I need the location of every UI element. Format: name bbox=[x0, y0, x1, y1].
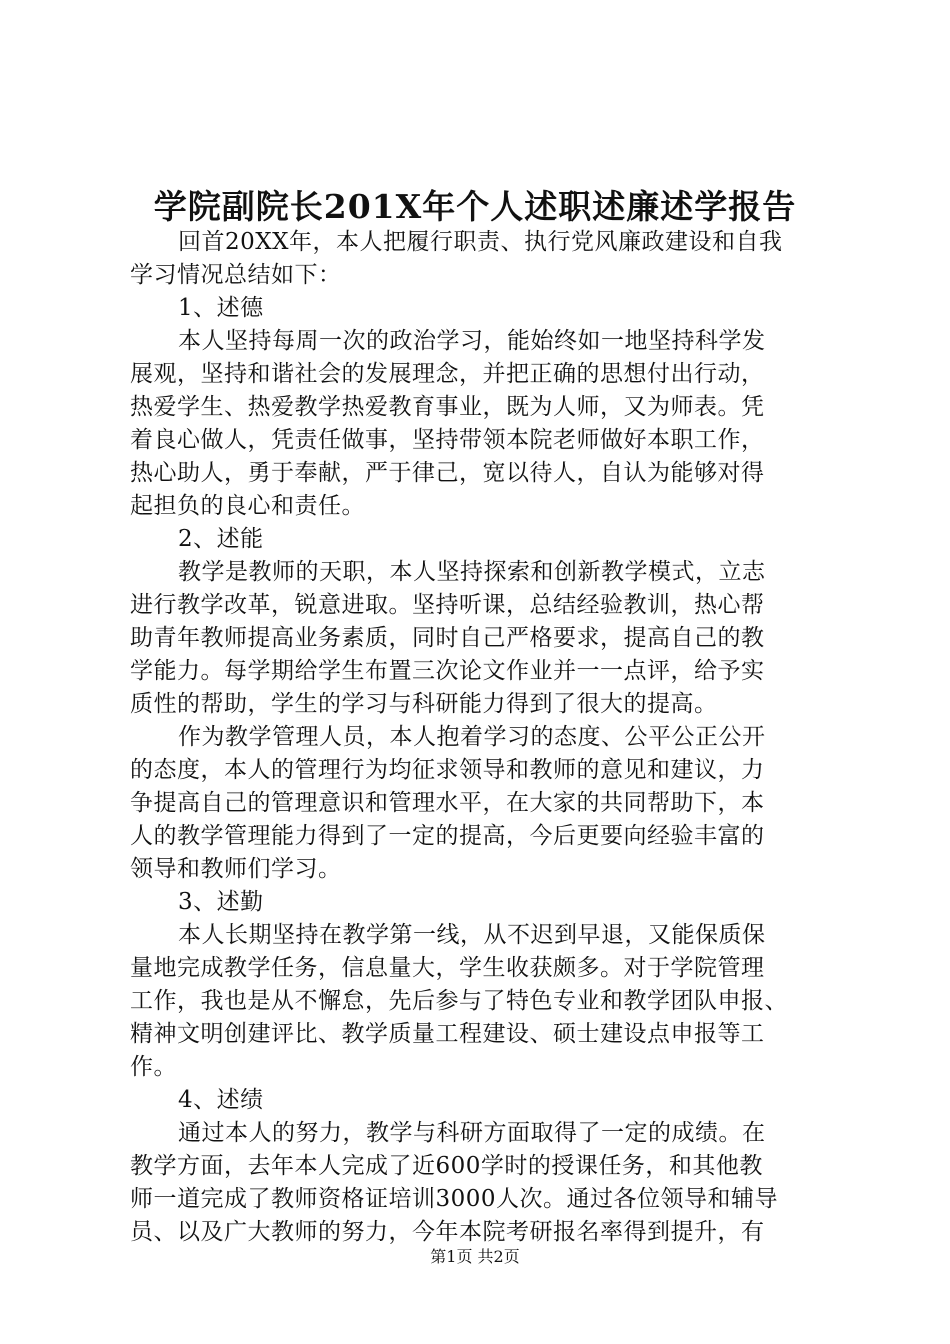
body-line: 2、述能 bbox=[178, 526, 264, 552]
body-line: 师一道完成了教师资格证培训3000人次。通过各位领导和辅导 bbox=[130, 1186, 779, 1212]
body-line: 领导和教师们学习。 bbox=[130, 856, 342, 882]
document-body bbox=[130, 226, 830, 1249]
body-line: 教学是教师的天职，本人坚持探索和创新教学模式，立志 bbox=[178, 559, 766, 585]
body-line: 起担负的良心和责任。 bbox=[130, 493, 365, 519]
body-line: 量地完成教学任务，信息量大，学生收获颇多。对于学院管理 bbox=[130, 955, 765, 981]
body-line: 1、述德 bbox=[178, 295, 264, 321]
body-line: 回首20XX年，本人把履行职责、执行党风廉政建设和自我 bbox=[178, 229, 783, 255]
body-line: 3、述勤 bbox=[178, 889, 264, 915]
body-line: 争提高自己的管理意识和管理水平，在大家的共同帮助下，本 bbox=[130, 790, 765, 816]
body-line: 作为教学管理人员，本人抱着学习的态度、公平公正公开 bbox=[178, 724, 766, 750]
body-line: 热心助人，勇于奉献，严于律己，宽以待人，自认为能够对得 bbox=[130, 460, 765, 486]
body-line: 学能力。每学期给学生布置三次论文作业并一一点评，给予实 bbox=[130, 658, 765, 684]
body-line: 本人坚持每周一次的政治学习，能始终如一地坚持科学发 bbox=[178, 328, 766, 354]
body-line: 着良心做人，凭责任做事，坚持带领本院老师做好本职工作， bbox=[130, 427, 765, 453]
body-line: 精神文明创建评比、教学质量工程建设、硕士建设点申报等工 bbox=[130, 1021, 765, 1047]
page-title: 学院副院长201X年个人述职述廉述学报告 bbox=[153, 187, 797, 226]
body-line: 4、述绩 bbox=[178, 1087, 264, 1113]
page-footer: 第1页 共2页 bbox=[430, 1247, 520, 1266]
body-line: 人的教学管理能力得到了一定的提高，今后更要向经验丰富的 bbox=[130, 823, 765, 849]
body-line: 助青年教师提高业务素质，同时自己严格要求，提高自己的教 bbox=[130, 625, 765, 651]
body-line: 通过本人的努力，教学与科研方面取得了一定的成绩。在 bbox=[178, 1120, 766, 1146]
body-line: 工作，我也是从不懈怠，先后参与了特色专业和教学团队申报、 bbox=[130, 988, 788, 1014]
body-line: 学习情况总结如下： bbox=[130, 262, 342, 288]
body-line: 员、以及广大教师的努力，今年本院考研报名率得到提升，有 bbox=[130, 1219, 765, 1245]
body-line: 的态度，本人的管理行为均征求领导和教师的意见和建议，力 bbox=[130, 757, 765, 783]
body-line: 进行教学改革，锐意进取。坚持听课，总结经验教训，热心帮 bbox=[130, 592, 765, 618]
body-line: 展观，坚持和谐社会的发展理念，并把正确的思想付出行动， bbox=[130, 361, 765, 387]
body-line: 作。 bbox=[130, 1054, 177, 1080]
body-line: 热爱学生、热爱教学热爱教育事业，既为人师，又为师表。凭 bbox=[130, 394, 765, 420]
body-line: 本人长期坚持在教学第一线，从不迟到早退，又能保质保 bbox=[178, 922, 766, 948]
body-line: 教学方面，去年本人完成了近600学时的授课任务，和其他教 bbox=[130, 1153, 763, 1179]
body-line: 质性的帮助，学生的学习与科研能力得到了很大的提高。 bbox=[130, 691, 718, 717]
